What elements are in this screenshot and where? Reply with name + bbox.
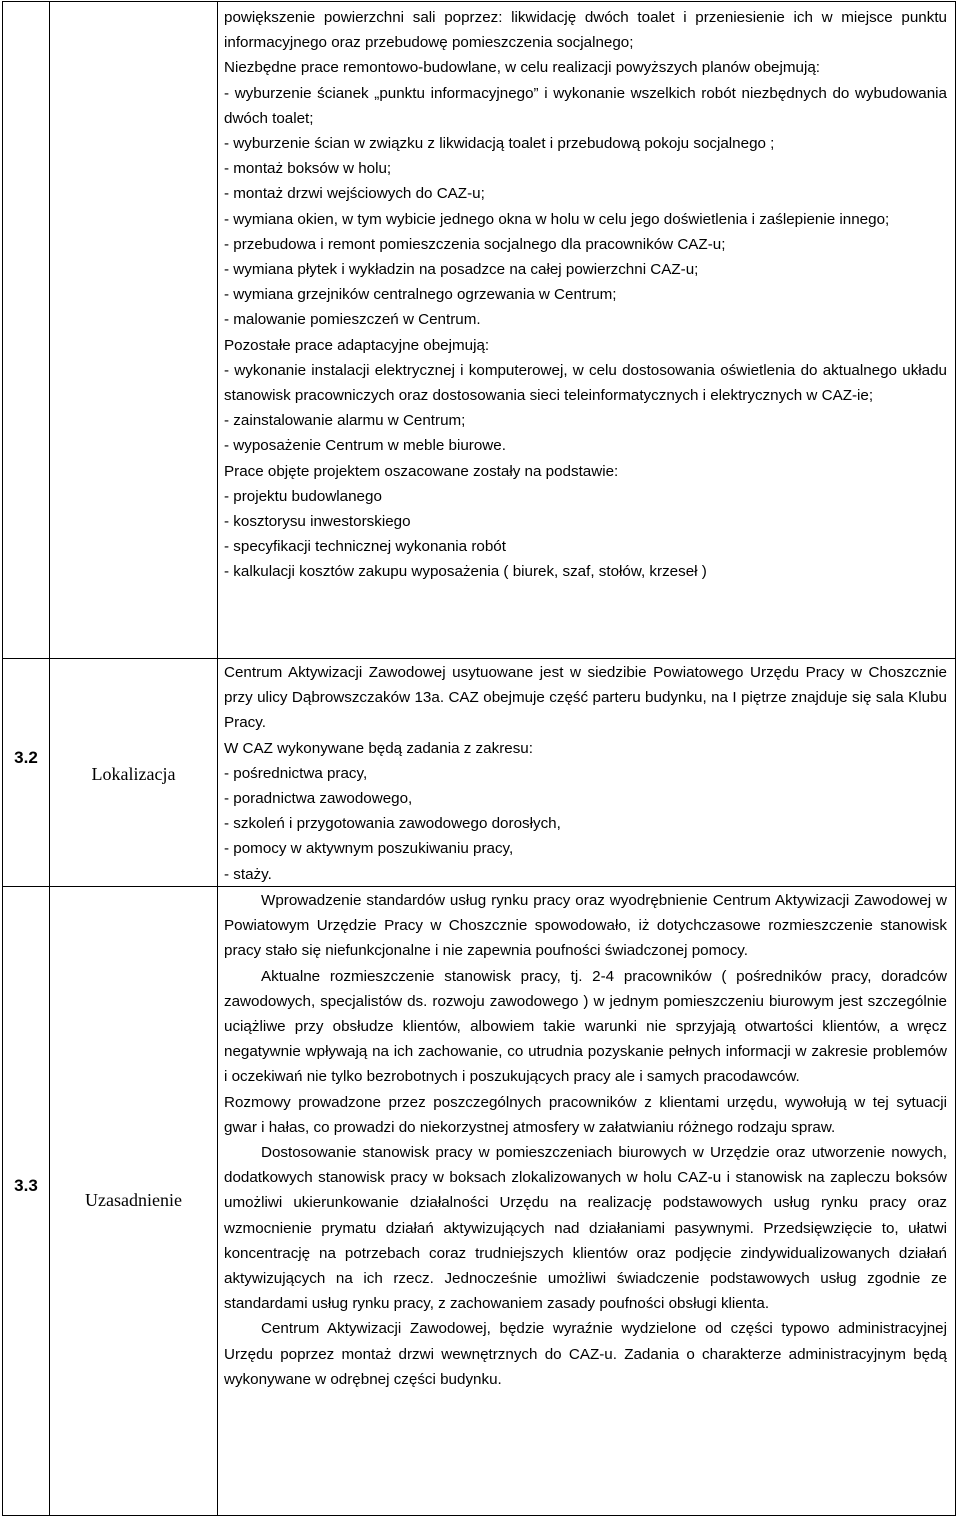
row-content bbox=[224, 5, 947, 585]
text-line: - kosztorysu inwestorskiego bbox=[224, 513, 411, 531]
text-line: Niezbędne prace remontowo-budowlane, w celu realizacji powyższych planów obejmują: bbox=[224, 59, 820, 77]
document-table bbox=[2, 1, 956, 1516]
text-line: - poradnictwa zawodowego, bbox=[224, 790, 413, 808]
paragraph: Wprowadzenie standardów usług rynku pracy oraz wyodrębnienie Centrum Aktywizacji Zawodowej w Powiatowym Urzędzie Pracy w Choszcznie spowodowało, iż dotychczasowe rozmieszczenie stanowisk pracy stało się niefunkcjonalne i nie zapewnia poufności świadczonej pomocy. bbox=[224, 892, 947, 960]
paragraph: Dostosowanie stanowisk pracy w pomieszczeniach biurowych w Urzędzie oraz utworzenie nowych, dodatkowych stanowisk pracy w boksach zlokalizowanych w holu CAZ-u i stanowisk na zapleczu boksów umożliwi ukierunkowanie działalności Urzędu na realizację podstawowych usług rynku pracy oraz wzmocnienie prymatu działań aktywizujących nad działaniami pasywnymi. Przedsięwzięcie to, ułatwi koncentrację na potrzebach coraz trudniejszych klientów oraz podjęcie zindywidualizowanych działań aktywizujących na ich rzecz. Jednocześnie umożliwi świadczenie podstawowych usług zgodnie ze standardami usług rynku pracy, z zachowaniem zasady poufności obsługi klienta. bbox=[224, 1144, 947, 1313]
section-number: 3.3 bbox=[14, 1176, 38, 1195]
text-line: - wymiana okien, w tym wybicie jednego okna w holu w celu jego doświetlenia i zaślepienie innego; bbox=[224, 210, 890, 228]
text-line: - przebudowa i remont pomieszczenia socjalnego dla pracowników CAZ-u; bbox=[224, 235, 726, 253]
table-row-justification bbox=[3, 886, 955, 1515]
paragraph: Aktualne rozmieszczenie stanowisk pracy, tj. 2-4 pracowników ( pośredników pracy, doradców zawodowych, specjalistów ds. rozwoju zawodowego ) w jednym pomieszczeniu biurowym jest szczególnie uciążliwe przy obsłudze klientów, albowiem takie warunki nie sprzyjają otwartości klientów, a wręcz negatywnie wpływają na ich zachowanie, co utrudnia pozyskanie pełnych informacji w zakresie problemów i oczekiwań nie tylko bezrobotnych i poszukujących pracy ale i samych pracodawców. bbox=[224, 967, 947, 1086]
text-line: - wyburzenie ścianek „punktu informacyjnego” i wykonanie wszelkich robót niezbędnych do wybudowania dwóch toalet; bbox=[224, 84, 947, 127]
column-divider bbox=[49, 2, 50, 658]
text-line: - wyposażenie Centrum w meble biurowe. bbox=[224, 437, 506, 455]
paragraph: Rozmowy prowadzone przez poszczególnych pracowników z klientami urzędu, wywołują w tej sytuacji gwar i hałas, co prowadzi do niekorzystnej atmosfery w załatwianiu różnego rodzaju spraw. bbox=[224, 1093, 947, 1136]
text-line: - kalkulacji kosztów zakupu wyposażenia ( biurek, szaf, stołów, krzeseł ) bbox=[224, 563, 707, 581]
column-divider bbox=[217, 886, 218, 1515]
text-line: - staży. bbox=[224, 865, 272, 883]
section-number: 3.2 bbox=[14, 748, 38, 767]
text-line: - wymiana grzejników centralnego ogrzewania w Centrum; bbox=[224, 286, 617, 304]
text-line: Pozostałe prace adaptacyjne obejmują: bbox=[224, 336, 490, 354]
text-line: - malowanie pomieszczeń w Centrum. bbox=[224, 311, 481, 329]
text-line: Prace objęte projektem oszacowane zostały na podstawie: bbox=[224, 462, 619, 480]
table-row-localization bbox=[3, 658, 955, 887]
text-line: - montaż boksów w holu; bbox=[224, 160, 392, 178]
section-label: Uzasadnienie bbox=[85, 1189, 182, 1210]
text-line: - wyburzenie ścian w związku z likwidacją toalet i przebudową pokoju socjalnego ; bbox=[224, 135, 775, 153]
text-line: - wymiana płytek i wykładzin na posadzce na całej powierzchni CAZ-u; bbox=[224, 261, 699, 279]
text-line: - pośrednictwa pracy, bbox=[224, 764, 368, 782]
text-line: - szkoleń i przygotowania zawodowego dorosłych, bbox=[224, 815, 561, 833]
text-line: - specyfikacji technicznej wykonania robót bbox=[224, 538, 506, 556]
text-line: Centrum Aktywizacji Zawodowej usytuowane jest w siedzibie Powiatowego Urzędu Pracy w Choszcznie przy ulicy Dąbrowszczaków 13a. CAZ obejmuje część parteru budynku, na I piętrze znajduje się sala Klubu Pracy. bbox=[224, 664, 947, 732]
text-line: powiększenie powierzchni sali poprzez: likwidację dwóch toalet i przeniesienie ich w miejsce punktu informacyjnego oraz przebudowę pomieszczenia socjalnego; bbox=[224, 9, 947, 52]
text-line: - projektu budowlanego bbox=[224, 487, 382, 505]
table-row-adaptation-works bbox=[3, 2, 955, 659]
text-line: - wykonanie instalacji elektrycznej i komputerowej, w celu dostosowania oświetlenia do aktualnego układu stanowisk pracowniczych oraz dostosowania sieci teleinformatycznych i elektrycznych w CAZ-ie; bbox=[224, 361, 947, 405]
column-divider bbox=[217, 658, 218, 886]
paragraph: Centrum Aktywizacji Zawodowej, będzie wyraźnie wydzielone od części typowo administracyjnej Urzędu poprzez montaż drzwi wewnętrznych do CAZ-u. Zadania o charakterze administracyjnym będą wykonywane w odrębnej części budynku. bbox=[224, 1320, 947, 1388]
row-content bbox=[224, 888, 947, 1392]
text-line: - montaż drzwi wejściowych do CAZ-u; bbox=[224, 185, 485, 203]
text-line: W CAZ wykonywane będą zadania z zakresu: bbox=[224, 739, 533, 757]
column-divider bbox=[217, 2, 218, 658]
row-content bbox=[224, 660, 947, 887]
section-label: Lokalizacja bbox=[91, 763, 176, 784]
text-line: - zainstalowanie alarmu w Centrum; bbox=[224, 412, 466, 430]
text-line: - pomocy w aktywnym poszukiwaniu pracy, bbox=[224, 840, 514, 858]
